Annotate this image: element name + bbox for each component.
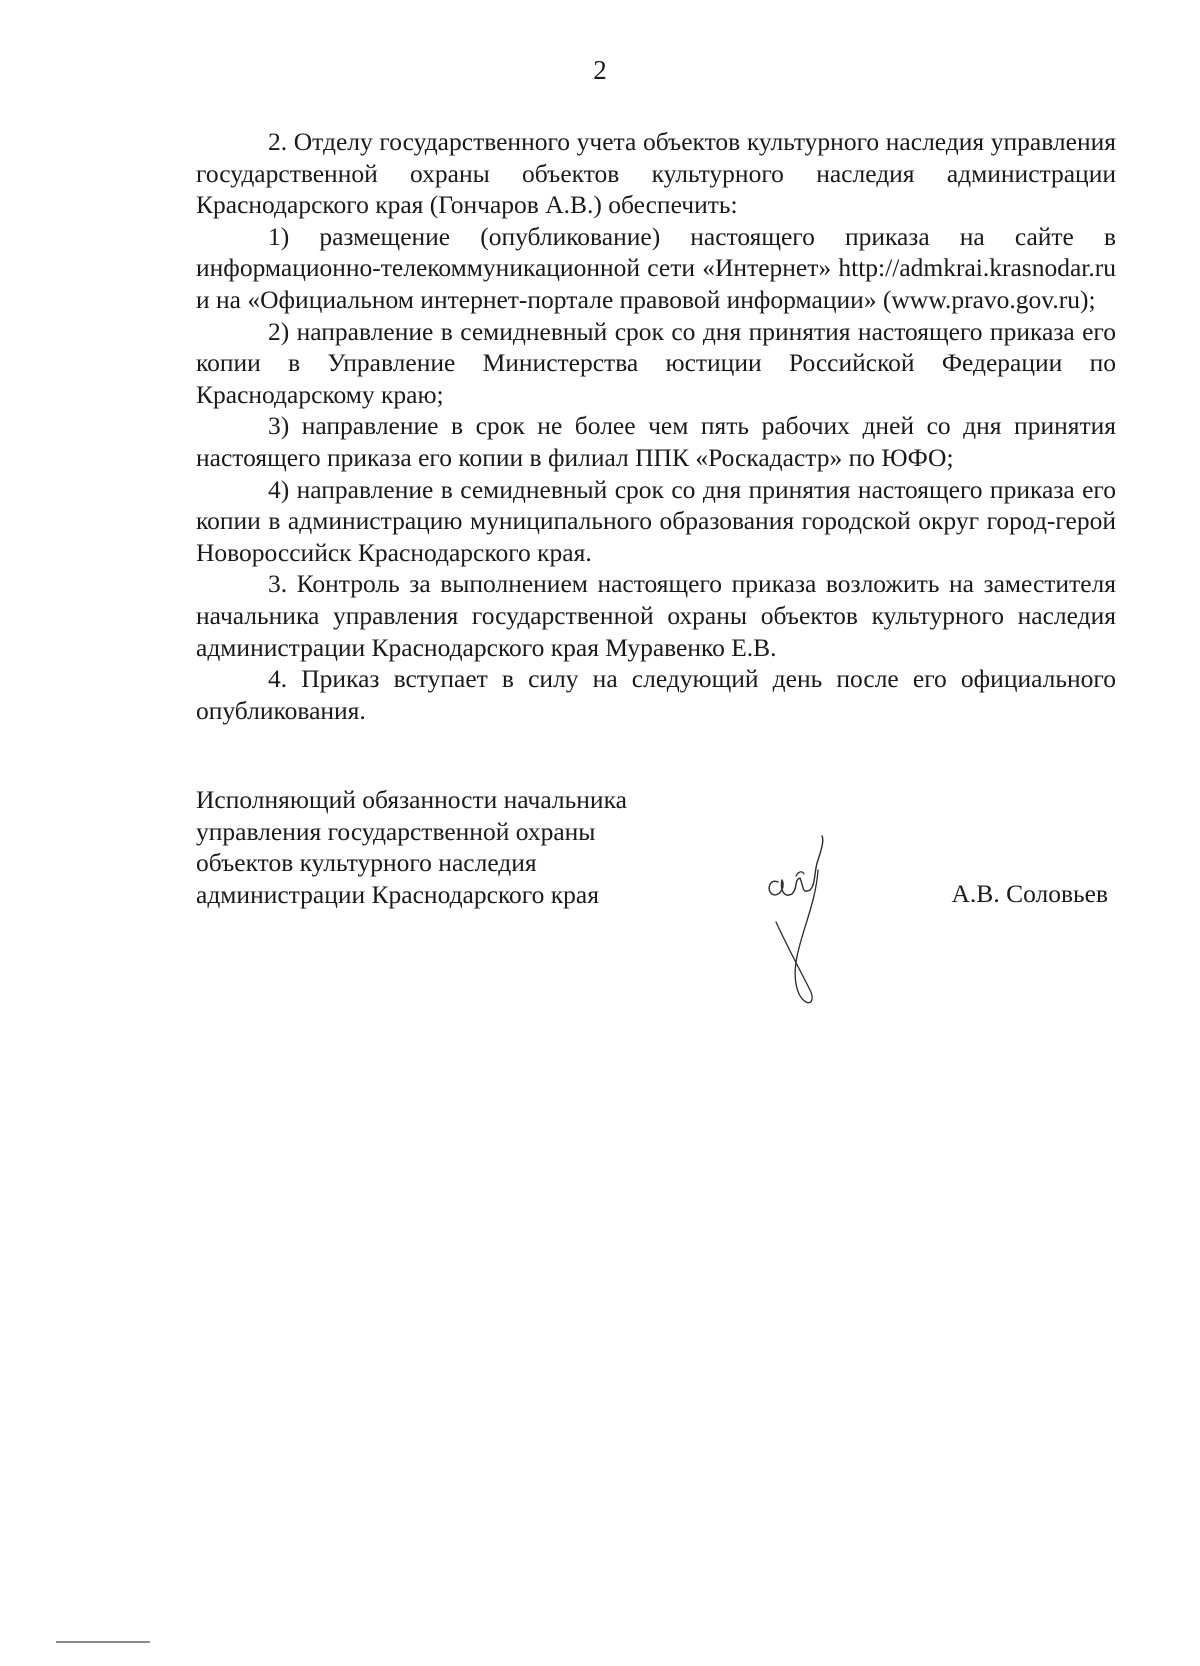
paragraph-subitem-2: 2) направление в семидневный срок со дня принятия настоящего приказа его копии в Управление Министерства юстиции Российской Федерации по Краснодарскому краю; [196, 316, 1116, 409]
signatory-position-line: объектов культурного наследия [196, 848, 537, 878]
page-number: 2 [593, 55, 607, 85]
signatory-position-line: управления государственной охраны [196, 816, 596, 846]
signatory-position [196, 784, 676, 910]
paragraph-item-2: 2. Отделу государственного учета объектов культурного наследия управления государственной охраны объектов культурного наследия администрации Краснодарского края (Гончаров А.В.) обеспечить: [196, 127, 1116, 220]
scan-mark-divider [56, 1641, 150, 1643]
paragraph-subitem-1: 1) размещение (опубликование) настоящего приказа на сайте в информационно-телекоммуникационной сети «Интернет» http://admkrai.krasnodar.ru и на «Официальном интернет-портале правовой информации» (www.pravo.gov.ru); [196, 221, 1116, 314]
paragraph-item-3: 3. Контроль за выполнением настоящего приказа возложить на заместителя начальника управления государственной охраны объектов культурного наследия администрации Краснодарского края Муравенко Е.В. [196, 569, 1116, 662]
signatory-position-line: администрации Краснодарского края [196, 879, 599, 909]
signatory-name: А.В. Соловьев [951, 879, 1108, 908]
paragraph-subitem-4: 4) направление в семидневный срок со дня принятия настоящего приказа его копии в администрацию муниципального образования городской округ город-герой Новороссийск Краснодарского края. [196, 474, 1116, 567]
paragraph-subitem-3: 3) направление в срок не более чем пять рабочих дней со дня принятия настоящего приказа его копии в филиал ППК «Роскадастр» по ЮФО; [196, 411, 1116, 472]
document-body [196, 126, 1116, 726]
handwritten-signature [752, 830, 842, 1005]
paragraph-item-4: 4. Приказ вступает в силу на следующий день после его официального опубликования. [196, 664, 1116, 725]
signature-block [196, 784, 1116, 1014]
signatory-position-line: Исполняющий обязанности начальника [196, 785, 627, 814]
